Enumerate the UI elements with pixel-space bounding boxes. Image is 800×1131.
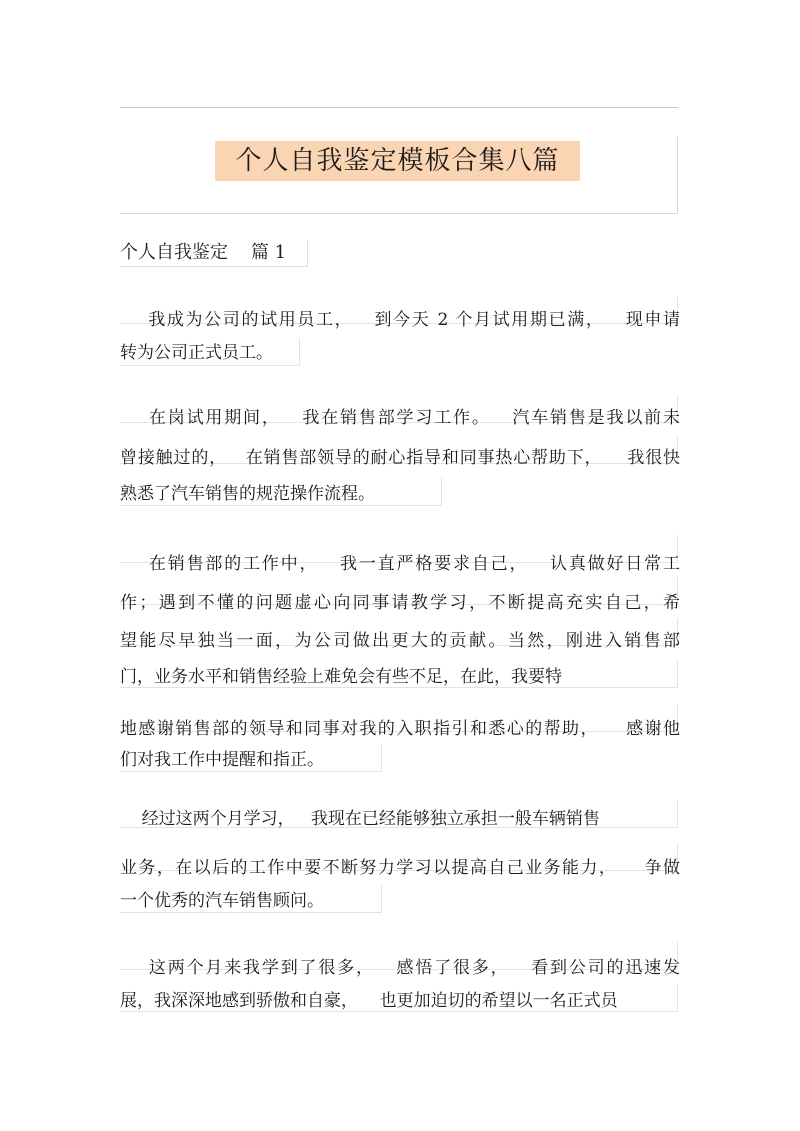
text-line: 转为公司正式员工。	[120, 343, 273, 363]
text-line: 曾接触过的， 在销售部领导的耐心指导和同事热心帮助下， 我很快	[120, 448, 680, 468]
text-line: 我成为公司的试用员工， 到今天 2 个月试用期已满， 现申请	[120, 310, 680, 330]
text-line: 在岗试用期间， 我在销售部学习工作。 汽车销售是我以前未	[120, 408, 680, 428]
text-line: 在销售部的工作中， 我一直严格要求自己， 认真做好日常工	[120, 554, 680, 574]
text-line: 业务，在以后的工作中要不断努力学习以提高自己业务能力， 争做	[120, 858, 680, 878]
text-line: 作；遇到不懂的问题虚心向同事请教学习，不断提高充实自己，希	[120, 593, 680, 613]
text-line: 经过这两个月学习， 我现在已经能够独立承担一般车辆销售	[120, 809, 600, 829]
text-line: 这两个月来我学到了很多， 感悟了很多， 看到公司的迅速发	[120, 958, 680, 978]
text-line: 望能尽早独当一面，为公司做出更大的贡献。当然，刚进入销售部	[120, 631, 680, 651]
document-title: 个人自我鉴定模板合集八篇	[215, 141, 580, 181]
text-line: 一个优秀的汽车销售顾问。	[120, 891, 324, 911]
text-line: 门，业务水平和销售经验上难免会有些不足，在此，我要特	[120, 667, 562, 687]
text-line: 地感谢销售部的领导和同事对我的入职指引和悉心的帮助， 感谢他	[120, 719, 680, 739]
text-line: 熟悉了汽车销售的规范操作流程。	[120, 484, 375, 504]
section-heading: 个人自我鉴定 篇 1	[120, 242, 287, 263]
text-line: 展，我深深地感到骄傲和自豪， 也更加迫切的希望以一名正式员	[120, 991, 618, 1011]
text-line: 们对我工作中提醒和指正。	[120, 750, 324, 770]
top-rule	[120, 107, 678, 108]
